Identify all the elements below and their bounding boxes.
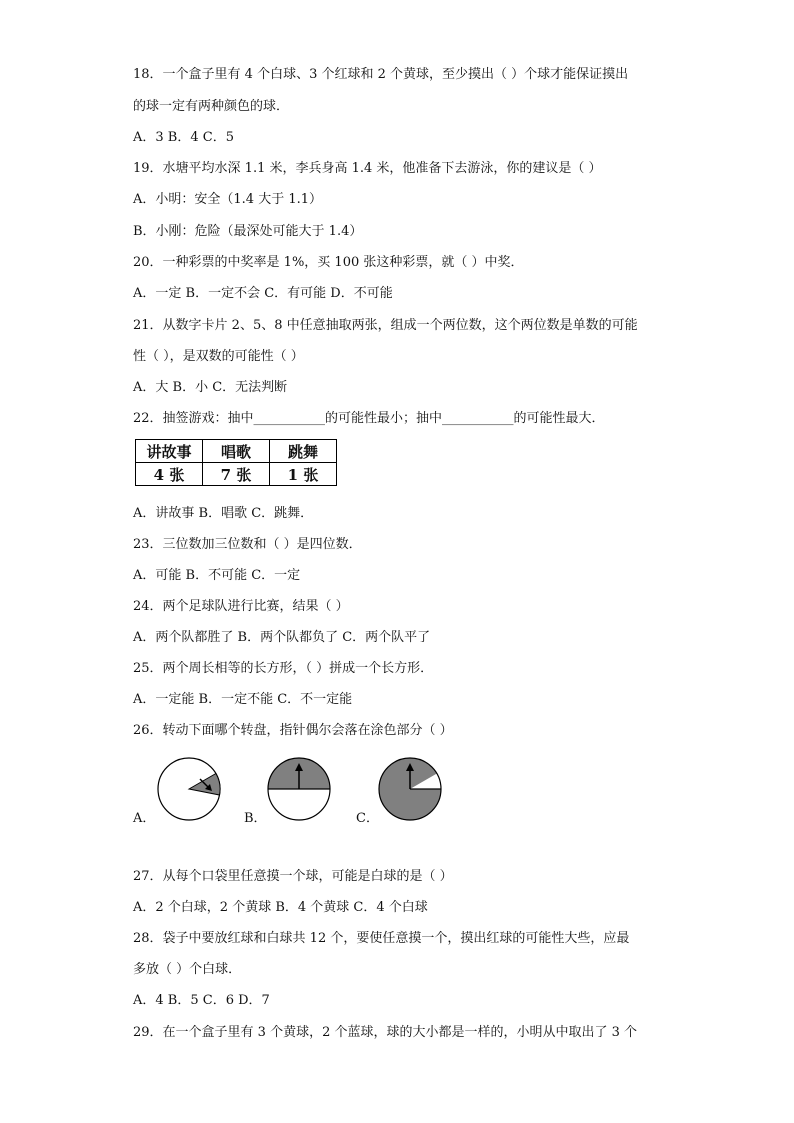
- q21-line2: 性（ ），是双数的可能性（ ）: [133, 349, 304, 364]
- q25-line1: 25．两个周长相等的长方形，（ ）拼成一个长方形．: [133, 661, 434, 676]
- q27-options: A．2 个白球，2 个黄球 B．4 个黄球 C．4 个白球: [133, 900, 428, 915]
- q18-line1: 18．一个盒子里有 4 个白球、3 个红球和 2 个黄球，至少摸出（ ）个球才能保证摸出: [133, 67, 629, 82]
- spinner-b: [266, 756, 332, 822]
- q20-options: A．一定 B．一定不会 C．有可能 D．不可能: [133, 286, 393, 301]
- q28-options: A．4 B．5 C．6 D．7: [133, 993, 270, 1008]
- q20-line1: 20．一种彩票的中奖率是 1%，买 100 张这种彩票，就（ ）中奖．: [133, 255, 524, 270]
- table-header: 跳舞: [270, 440, 337, 463]
- lottery-table: [135, 439, 337, 486]
- q23-line1: 23．三位数加三位数和（ ）是四位数．: [133, 537, 362, 552]
- q19-option-a: A．小明：安全（1.4 大于 1.1）: [133, 192, 323, 207]
- q22-line1: 22．抽签游戏：抽中___________的可能性最小；抽中___________的可能性最大．: [133, 411, 605, 426]
- q25-options: A．一定能 B．一定不能 C．不一定能: [133, 692, 353, 707]
- table-cell: 7 张: [203, 463, 270, 486]
- q19-option-b: B．小刚：危险（最深处可能大于 1.4）: [133, 224, 363, 239]
- q21-line1: 21．从数字卡片 2、5、8 中任意抽取两张，组成一个两位数，这个两位数是单数的可能: [133, 318, 638, 333]
- q19-line1: 19．水塘平均水深 1.1 米，李兵身高 1.4 米，他准备下去游泳，你的建议是（ ）: [133, 161, 602, 176]
- q24-options: A．两个队都胜了 B．两个队都负了 C．两个队平了: [133, 630, 431, 645]
- q22-options: A．讲故事 B．唱歌 C．跳舞．: [133, 506, 314, 521]
- q24-line1: 24．两个足球队进行比赛，结果（ ）: [133, 599, 349, 614]
- q27-line1: 27．从每个口袋里任意摸一个球，可能是白球的是（ ）: [133, 869, 453, 884]
- q28-line2: 多放（ ）个白球．: [133, 962, 242, 977]
- q21-options: A．大 B．小 C．无法判断: [133, 380, 288, 395]
- table-header-row: [136, 440, 337, 463]
- q26-label-c: C．: [356, 811, 379, 826]
- table-cell: 4 张: [136, 463, 203, 486]
- q26-label-b: B．: [244, 811, 267, 826]
- table-row: [136, 463, 337, 486]
- q28-line1: 28．袋子中要放红球和白球共 12 个，要使任意摸一个，摸出红球的可能性大些，应最: [133, 931, 630, 946]
- q18-options: A．3 B．4 C．5: [133, 130, 234, 145]
- q29-line1: 29．在一个盒子里有 3 个黄球，2 个蓝球，球的大小都是一样的，小明从中取出了 3 个: [133, 1025, 638, 1040]
- q18-line2: 的球一定有两种颜色的球．: [133, 99, 290, 114]
- q26-line1: 26．转动下面哪个转盘，指针偶尔会落在涂色部分（ ）: [133, 723, 453, 738]
- q23-options: A．可能 B．不可能 C．一定: [133, 568, 301, 583]
- table-cell: 1 张: [270, 463, 337, 486]
- table-header: 唱歌: [203, 440, 270, 463]
- table-header: 讲故事: [136, 440, 203, 463]
- spinner-c: [377, 756, 443, 822]
- spinner-a: [156, 756, 222, 822]
- q26-label-a: A．: [133, 811, 156, 826]
